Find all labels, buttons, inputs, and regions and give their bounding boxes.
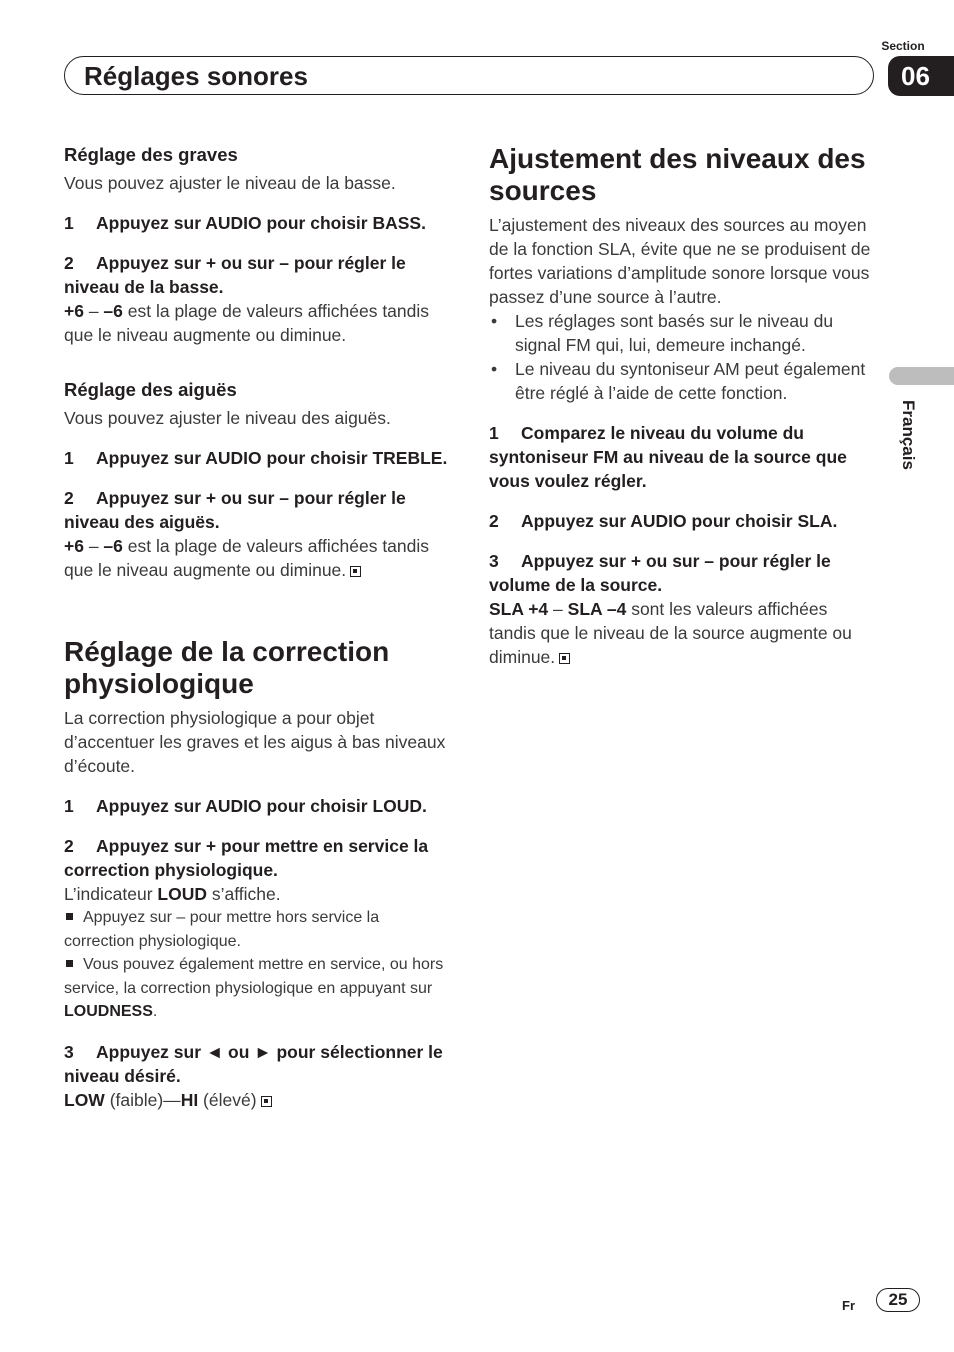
range-text: est la plage de valeurs affichées tandis que le niveau augmente ou diminue. bbox=[64, 536, 430, 580]
bullet-text: Les réglages sont basés sur le niveau du signal FM qui, lui, demeure inchangé. bbox=[515, 311, 834, 355]
note-bold: LOUDNESS bbox=[64, 1003, 153, 1020]
step-number: 3 bbox=[489, 551, 499, 571]
square-bullet-icon bbox=[66, 913, 73, 920]
treble-heading: Réglage des aiguës bbox=[64, 379, 237, 400]
bullet-icon: • bbox=[491, 359, 498, 379]
indicator-bold: LOUD bbox=[157, 884, 207, 904]
step-number: 2 bbox=[489, 511, 499, 531]
range-low: –6 bbox=[103, 536, 123, 556]
note-text: Appuyez sur – pour mettre hors service la correction physiologique. bbox=[64, 909, 380, 950]
loudness-note-2 bbox=[64, 953, 452, 1024]
range-separator: – bbox=[83, 301, 104, 321]
step-number: 1 bbox=[64, 448, 74, 468]
treble-range bbox=[64, 534, 452, 582]
bass-step-1 bbox=[64, 211, 452, 235]
range-high: SLA +4 bbox=[489, 599, 549, 619]
bass-range bbox=[64, 299, 452, 347]
loudness-note-1 bbox=[64, 906, 452, 953]
step-number: 2 bbox=[64, 488, 74, 508]
treble-step-2 bbox=[64, 486, 452, 534]
language-tab bbox=[889, 367, 954, 385]
range-high: +6 bbox=[64, 301, 84, 321]
step-text: Comparez le niveau du volume du syntoniseur FM au niveau de la source que vous voulez régler. bbox=[489, 423, 847, 491]
bullet-icon: • bbox=[491, 311, 498, 331]
sla-range bbox=[489, 597, 875, 669]
loudness-intro: La correction physiologique a pour objet d’accentuer les graves et les aigus à bas niveaux d’écoute. bbox=[64, 708, 446, 776]
treble-intro: Vous pouvez ajuster le niveau des aiguës. bbox=[64, 408, 391, 428]
bullet-text: Le niveau du syntoniseur AM peut également être réglé à l’aide de cette fonction. bbox=[515, 359, 866, 403]
bass-intro: Vous pouvez ajuster le niveau de la basse. bbox=[64, 173, 396, 193]
note-text: Vous pouvez également mettre en service, ou hors service, la correction physiologique en appuyant sur bbox=[64, 956, 444, 997]
bass-step-2 bbox=[64, 251, 452, 299]
language-label: Français bbox=[899, 400, 918, 470]
step-number: 1 bbox=[489, 423, 499, 443]
step-text: Appuyez sur + ou sur – pour régler le niveau de la basse. bbox=[64, 253, 406, 297]
page-title: Réglages sonores bbox=[84, 61, 308, 91]
treble-step-1 bbox=[64, 446, 452, 470]
indicator-pre: L’indicateur bbox=[64, 884, 158, 904]
step-number: 1 bbox=[64, 796, 74, 816]
level-high: HI bbox=[180, 1089, 199, 1110]
indicator-post: s’affiche. bbox=[206, 884, 281, 904]
sla-step-2 bbox=[489, 509, 875, 533]
end-mark-icon bbox=[350, 566, 361, 577]
page-number: 25 bbox=[876, 1288, 920, 1312]
loudness-step-3 bbox=[64, 1040, 452, 1088]
range-separator: – bbox=[548, 599, 568, 619]
end-mark-icon bbox=[261, 1096, 272, 1107]
range-text: est la plage de valeurs affichées tandis que le niveau augmente ou diminue. bbox=[64, 301, 430, 345]
loudness-heading: Réglage de la correction physiologique bbox=[64, 636, 390, 699]
step-text: Appuyez sur AUDIO pour choisir SLA. bbox=[521, 511, 838, 531]
step-number: 2 bbox=[64, 836, 74, 856]
loudness-indicator bbox=[64, 882, 452, 906]
step-text: Appuyez sur AUDIO pour choisir LOUD. bbox=[96, 796, 427, 816]
loudness-step-1 bbox=[64, 794, 452, 818]
range-high: +6 bbox=[64, 536, 84, 556]
step-number: 3 bbox=[64, 1041, 74, 1062]
left-column bbox=[64, 143, 452, 1112]
sla-bullet-1 bbox=[489, 309, 875, 357]
range-low: –6 bbox=[103, 301, 123, 321]
sla-step-1 bbox=[489, 421, 875, 493]
sla-intro: L’ajustement des niveaux des sources au moyen de la fonction SLA, évite que ne se produisent de fortes variations d’amplitude sonore lorsque vous passez d’une source à l’autre. bbox=[489, 215, 871, 307]
sla-bullet-2 bbox=[489, 357, 875, 405]
step-text: Appuyez sur + ou sur – pour régler le niveau des aiguës. bbox=[64, 488, 406, 532]
range-text: sont les valeurs affichées tandis que le niveau de la source augmente ou diminue. bbox=[489, 599, 852, 667]
section-number-badge: 06 bbox=[888, 56, 954, 96]
step-text: Appuyez sur ◄ ou ► pour sélectionner le niveau désiré. bbox=[64, 1041, 443, 1086]
step-text: Appuyez sur + ou sur – pour régler le volume de la source. bbox=[489, 551, 831, 595]
square-bullet-icon bbox=[66, 960, 73, 967]
step-text: Appuyez sur AUDIO pour choisir TREBLE. bbox=[96, 448, 448, 468]
level-high-text: (élevé) bbox=[198, 1089, 257, 1110]
end-mark-icon bbox=[559, 653, 570, 664]
level-low-text: (faible)— bbox=[104, 1089, 181, 1110]
note-post: . bbox=[152, 1003, 158, 1020]
step-number: 2 bbox=[64, 253, 74, 273]
loudness-step-2 bbox=[64, 834, 452, 882]
loudness-levels bbox=[64, 1088, 452, 1112]
bass-heading: Réglage des graves bbox=[64, 144, 238, 165]
right-column bbox=[489, 143, 875, 669]
step-text: Appuyez sur + pour mettre en service la correction physiologique. bbox=[64, 836, 429, 880]
footer-language-code: Fr bbox=[842, 1298, 855, 1313]
sla-heading: Ajustement des niveaux des sources bbox=[489, 143, 866, 206]
step-number: 1 bbox=[64, 213, 74, 233]
sla-step-3 bbox=[489, 549, 875, 597]
section-label: Section bbox=[881, 39, 925, 53]
level-low: LOW bbox=[64, 1089, 105, 1110]
range-separator: – bbox=[83, 536, 104, 556]
range-low: SLA –4 bbox=[567, 599, 627, 619]
step-text: Appuyez sur AUDIO pour choisir BASS. bbox=[96, 213, 426, 233]
